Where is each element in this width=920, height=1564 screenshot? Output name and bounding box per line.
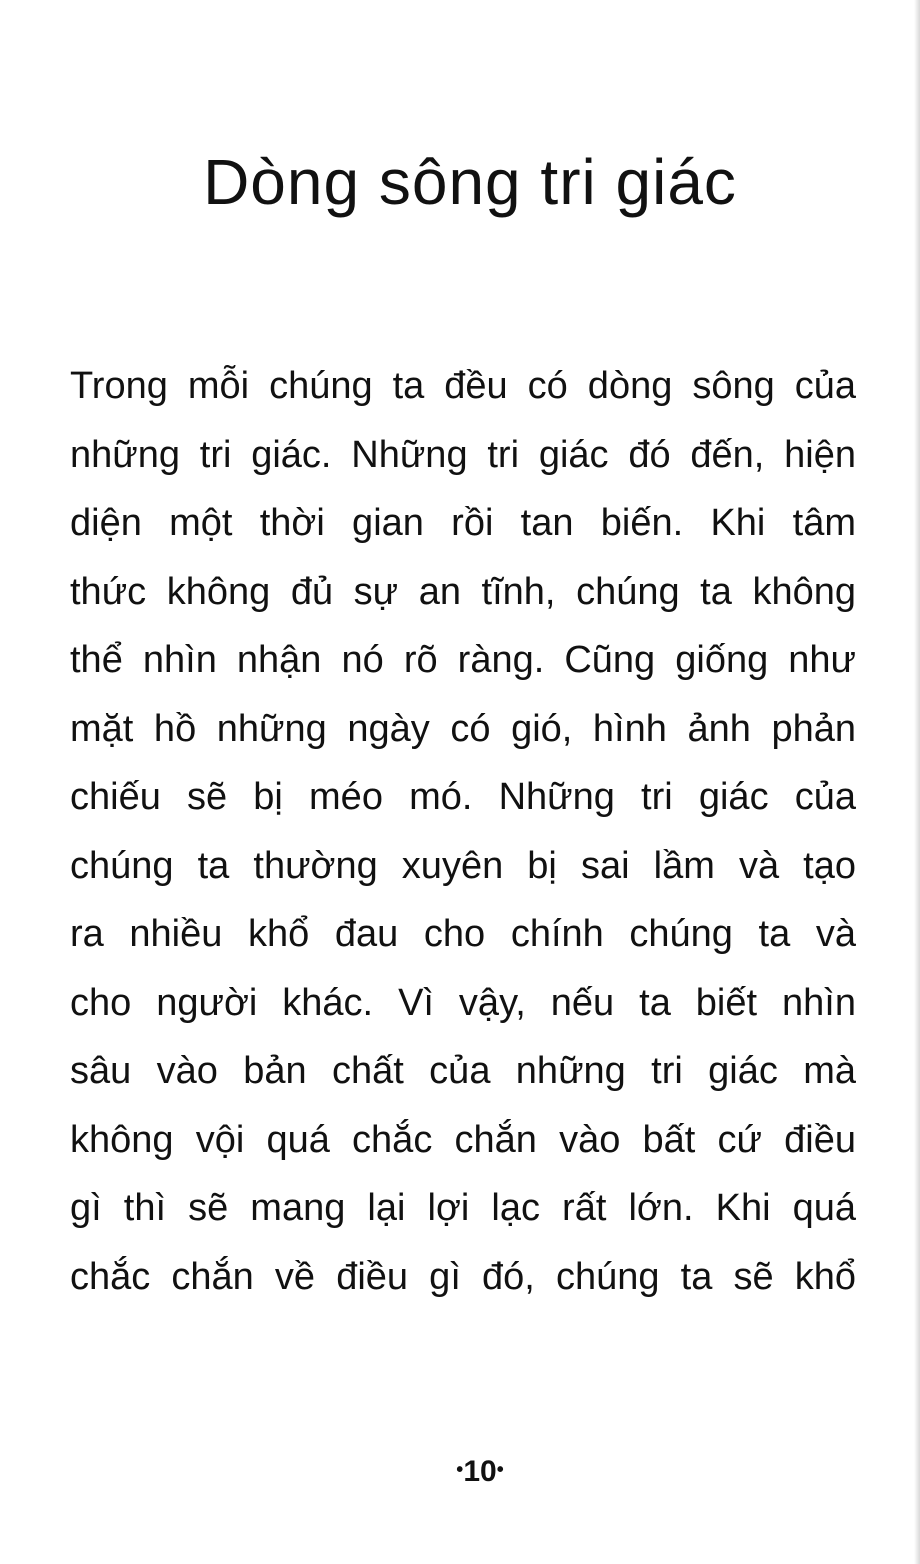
- page-edge: [914, 0, 920, 1564]
- body-line: thể nhìn nhận nó rõ ràng. Cũng giống như: [70, 639, 856, 681]
- body-line: gì thì sẽ mang lại lợi lạc rất lớn. Khi quá: [70, 1187, 856, 1229]
- page-number-value: 10: [463, 1455, 497, 1488]
- body-line: sâu vào bản chất của những tri giác mà: [70, 1050, 856, 1092]
- body-line: diện một thời gian rồi tan biến. Khi tâm: [70, 502, 856, 544]
- body-line: những tri giác. Những tri giác đó đến, hiện: [70, 433, 856, 476]
- page-number: [430, 1452, 530, 1493]
- body-line: mặt hồ những ngày có gió, hình ảnh phản: [70, 707, 856, 750]
- body-line: cho người khác. Vì vậy, nếu ta biết nhìn: [70, 981, 856, 1024]
- body-line: chúng ta thường xuyên bị sai lầm và tạo: [70, 844, 856, 887]
- body-line: ra nhiều khổ đau cho chính chúng ta và: [70, 913, 856, 955]
- body-line: chiếu sẽ bị méo mó. Những tri giác của: [70, 776, 856, 818]
- page-number-dot-right: •: [496, 1459, 504, 1482]
- body-line: không vội quá chắc chắn vào bất cứ điều: [70, 1118, 856, 1161]
- page-number-dot-left: •: [456, 1459, 464, 1482]
- chapter-title: Dòng sông tri giác: [203, 146, 737, 218]
- body-line: Trong mỗi chúng ta đều có dòng sông của: [70, 365, 856, 407]
- body-text: [70, 352, 856, 1311]
- body-line: thức không đủ sự an tĩnh, chúng ta không: [70, 570, 856, 613]
- body-line: chắc chắn về điều gì đó, chúng ta sẽ khổ: [70, 1255, 856, 1298]
